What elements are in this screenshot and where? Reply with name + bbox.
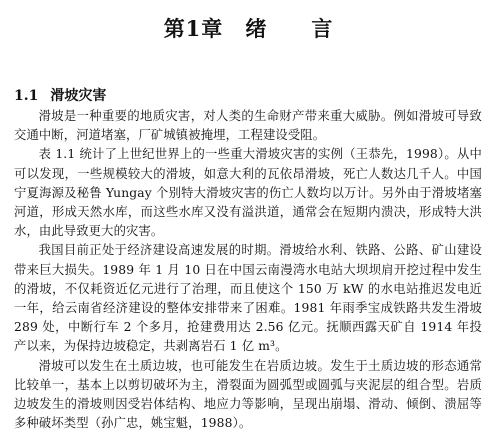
section-heading <box>14 86 106 106</box>
chapter-title-part-2: 言 <box>311 16 334 41</box>
chapter-label: 第1章 <box>163 16 224 41</box>
chapter-title-part-1: 绪 <box>245 16 268 41</box>
paragraph-4: 滑坡可以发生在土质边坡，也可能发生在岩质边坡。发生于土质边坡的形态通常比较单一，基本上以剪切破坏为主，滑裂面为圆弧型或圆弧与夹泥层的组合型。岩质边坡发生的滑坡则因受岩体结构、地应力等影响，呈现出崩塌、滑动、倾倒、溃屈等多种破坏类型（孙广忠，姚宝魁，1988）。 <box>14 358 482 431</box>
body-text <box>14 107 482 433</box>
section-number: 1.1 <box>14 88 39 104</box>
section-title: 滑坡灾害 <box>50 88 107 104</box>
paragraph-2: 表 1.1 统计了上世纪世界上的一些重大滑坡灾害的实例（王恭先，1998）。从中可以发现，一些规模较大的滑坡，如意大利的瓦依昂滑坡，死亡人数达几千人。中国宁夏海源及秘鲁 Yungay 个别特大滑坡灾害的伤亡人数均以万计。另外由于滑坡堵塞河道，形成天然水库，而这些水库又没有溢洪道，通常会在短期内溃决，形成特大洪水，由此导致更大的灾害。 <box>14 147 482 239</box>
paragraph-3: 我国目前正处于经济建设高速发展的时期。滑坡给水利、铁路、公路、矿山建设带来巨大损失。1989 年 1 月 10 日在中国云南漫湾水电站大坝坝肩开挖过程中发生的滑坡，不仅耗资近亿元进行了治理，而且使这个 150 万 kW 的水电站推迟发电近一年，给云南省经济建设的整体安排带来了困难。1981 年雨季宝成铁路共发生滑坡 289 处，中断行车 2 个多月，抢建费用达 2.56 亿元。抚顺西露天矿自 1914 年投产以来，为保持边坡稳定，共剥离岩石 1 亿 m³。 <box>14 243 482 354</box>
paragraph-1: 滑坡是一种重要的地质灾害，对人类的生命财产带来重大威胁。例如滑坡可导致交通中断，河道堵塞，厂矿城镇被掩埋，工程建设受阻。 <box>14 109 482 143</box>
chapter-title <box>0 14 497 44</box>
